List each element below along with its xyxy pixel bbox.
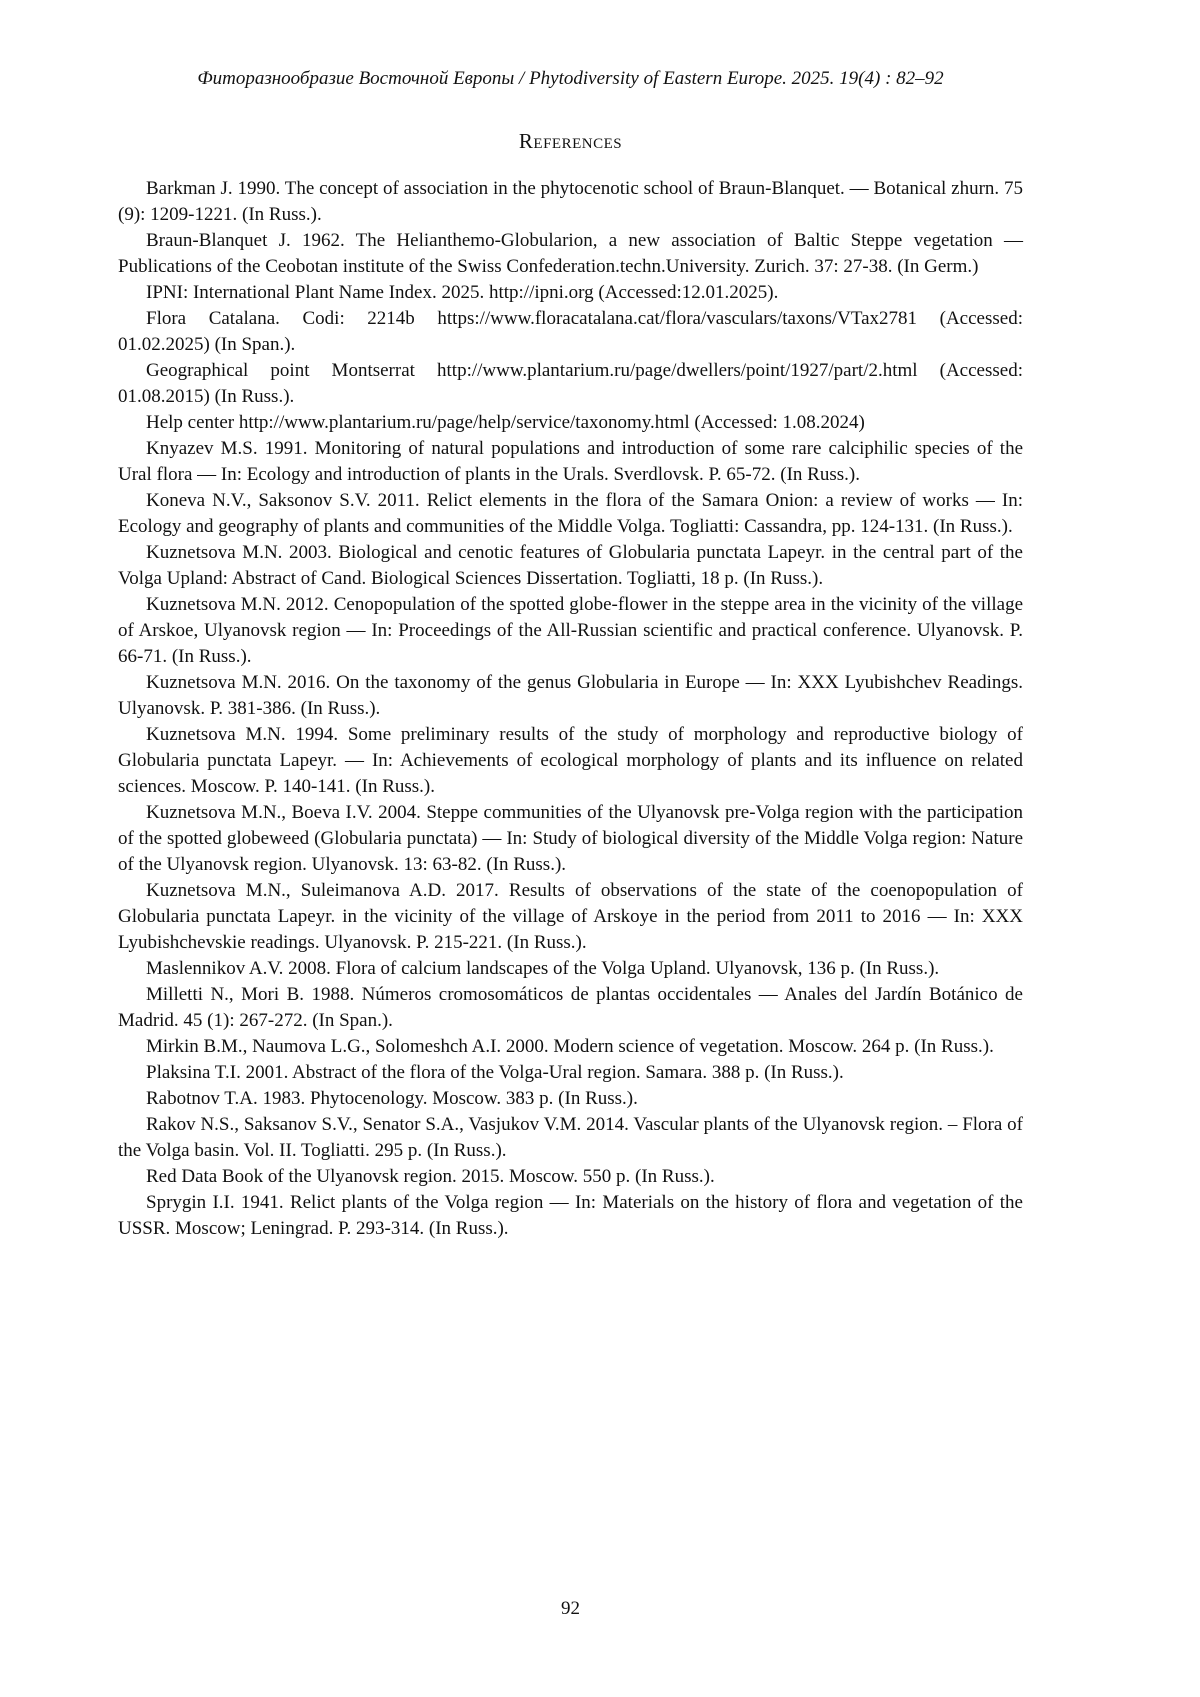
reference-entry: Flora Catalana. Codi: 2214b https://www.floracatalana.cat/flora/vasculars/taxons/VTax2781 (Accessed: 01.02.2025) (In Span.). [118,308,1023,355]
reference-entry: Milletti N., Mori B. 1988. Números cromosomáticos de plantas occidentales — Anales del Jardín Botánico de Madrid. 45 (1): 267-272. (In Span.). [118,984,1023,1031]
reference-entry: Kuznetsova M.N. 2016. On the taxonomy of the genus Globularia in Europe — In: XXX Lyubishchev Readings. Ulyanovsk. P. 381-386. (In Russ.). [118,672,1023,719]
reference-entry: Kuznetsova M.N. 2003. Biological and cenotic features of Globularia punctata Lapeyr. in the central part of the Volga Upland: Abstract of Cand. Biological Sciences Dissertation. Togliatti, 18 p. (In Russ.). [118,542,1023,589]
reference-entry: Kuznetsova M.N., Suleimanova A.D. 2017. Results of observations of the state of the coenopopulation of Globularia punctata Lapeyr. in the vicinity of the village of Arskoye in the period from 2011 to 2016 — In: XXX Lyubishchevskie readings. Ulyanovsk. P. 215-221. (In Russ.). [118,880,1023,953]
reference-entry: Rabotnov T.A. 1983. Phytocenology. Moscow. 383 p. (In Russ.). [146,1088,638,1109]
reference-entry: Mirkin B.M., Naumova L.G., Solomeshch A.I. 2000. Modern science of vegetation. Moscow. 264 p. (In Russ.). [146,1036,994,1057]
reference-entry: Red Data Book of the Ulyanovsk region. 2015. Moscow. 550 p. (In Russ.). [146,1166,715,1187]
reference-entry: Kuznetsova M.N., Boeva I.V. 2004. Steppe communities of the Ulyanovsk pre-Volga region with the participation of the spotted globeweed (Globularia punctata) — In: Study of biological diversity of the Middle Volga region: Nature of the Ulyanovsk region. Ulyanovsk. 13: 63-82. (In Russ.). [118,802,1023,875]
reference-entry: Geographical point Montserrat http://www.plantarium.ru/page/dwellers/point/1927/part/2.html (Accessed: 01.08.2015) (In Russ.). [118,360,1023,407]
references-list [118,176,1023,1242]
reference-entry: Help center http://www.plantarium.ru/page/help/service/taxonomy.html (Accessed: 1.08.2024) [146,412,865,433]
reference-entry: Rakov N.S., Saksanov S.V., Senator S.A., Vasjukov V.M. 2014. Vascular plants of the Ulyanovsk region. – Flora of the Volga basin. Vol. II. Togliatti. 295 p. (In Russ.). [118,1114,1023,1161]
references-section-title: References [518,129,623,153]
running-head: Фиторазнообразие Восточной Европы / Phytodiversity of Eastern Europe. 2025. 19(4) : 82–92 [197,68,944,89]
page-number: 92 [561,1598,580,1619]
reference-entry: Braun-Blanquet J. 1962. The Helianthemo-Globularion, a new association of Baltic Steppe vegetation — Publications of the Ceobotan institute of the Swiss Confederation.techn.University. Zurich. 37: 27-38. (In Germ.) [118,230,1023,277]
reference-entry: Kuznetsova M.N. 1994. Some preliminary results of the study of morphology and reproductive biology of Globularia punctata Lapeyr. — In: Achievements of ecological morphology of plants and its influence on related sciences. Moscow. P. 140-141. (In Russ.). [118,724,1023,797]
reference-entry: Koneva N.V., Saksonov S.V. 2011. Relict elements in the flora of the Samara Onion: a review of works — In: Ecology and geography of plants and communities of the Middle Volga. Togliatti: Cassandra, pp. 124-131. (In Russ.). [118,490,1023,537]
reference-entry: Knyazev M.S. 1991. Monitoring of natural populations and introduction of some rare calciphilic species of the Ural flora — In: Ecology and introduction of plants in the Urals. Sverdlovsk. P. 65-72. (In Russ.). [118,438,1023,485]
reference-entry: Kuznetsova M.N. 2012. Cenopopulation of the spotted globe-flower in the steppe area in the vicinity of the village of Arskoe, Ulyanovsk region — In: Proceedings of the All-Russian scientific and practical conference. Ulyanovsk. P. 66-71. (In Russ.). [118,594,1023,667]
reference-entry: Maslennikov A.V. 2008. Flora of calcium landscapes of the Volga Upland. Ulyanovsk, 136 p. (In Russ.). [146,958,940,979]
reference-entry: Barkman J. 1990. The concept of association in the phytocenotic school of Braun-Blanquet. — Botanical zhurn. 75 (9): 1209-1221. (In Russ.). [118,178,1023,225]
reference-entry: Sprygin I.I. 1941. Relict plants of the Volga region — In: Materials on the history of flora and vegetation of the USSR. Moscow; Leningrad. P. 293-314. (In Russ.). [118,1192,1023,1239]
reference-entry: IPNI: International Plant Name Index. 2025. http://ipni.org (Accessed:12.01.2025). [146,282,779,303]
reference-entry: Plaksina T.I. 2001. Abstract of the flora of the Volga-Ural region. Samara. 388 p. (In Russ.). [146,1062,844,1083]
